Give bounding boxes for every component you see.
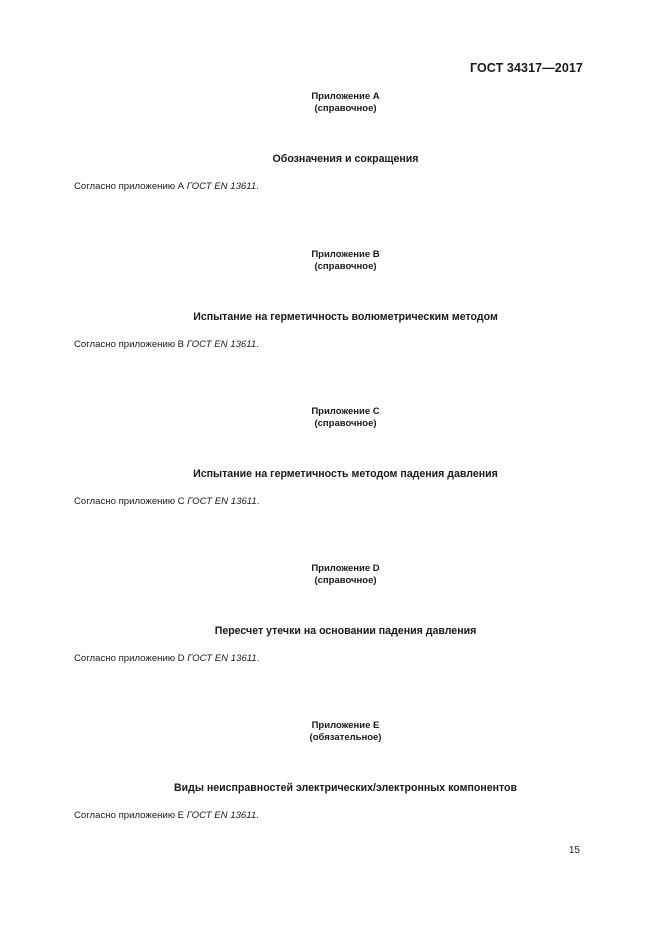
- body-text: Согласно приложению А: [74, 181, 187, 192]
- body-text: Согласно приложению В: [74, 339, 187, 350]
- standard-reference: ГОСТ EN 13611: [186, 181, 257, 192]
- page-number: 15: [568, 845, 580, 856]
- appendix-label: Приложение А: [311, 91, 380, 102]
- appendix-b: [74, 249, 587, 350]
- appendix-title: Виды неисправностей электрических/электронных компонентов: [173, 782, 518, 794]
- appendix-d: [74, 563, 587, 664]
- appendix-a: [74, 91, 587, 192]
- appendix-title: Обозначения и сокращения: [272, 153, 419, 165]
- appendix-body: [74, 339, 587, 350]
- appendix-status: (обязательное): [309, 732, 382, 743]
- appendix-label: Приложение Е: [311, 720, 380, 731]
- standard-reference: ГОСТ EN 13611: [187, 653, 257, 664]
- appendix-e: [74, 720, 587, 821]
- appendix-status: (справочное): [314, 418, 377, 429]
- appendix-label: Приложение В: [311, 249, 380, 260]
- appendix-body: [74, 810, 587, 821]
- appendix-body: [74, 181, 587, 192]
- body-suffix: .: [256, 496, 260, 507]
- body-text: Согласно приложению С: [74, 496, 188, 507]
- appendix-c: [74, 406, 587, 507]
- document-code: ГОСТ 34317—2017: [469, 61, 583, 75]
- body-suffix: .: [256, 339, 259, 350]
- appendix-status: (справочное): [314, 103, 377, 114]
- appendix-title: Пересчет утечки на основании падения давления: [214, 625, 477, 637]
- standard-reference: ГОСТ EN 13611: [186, 810, 257, 821]
- appendix-title: Испытание на герметичность методом падения давления: [193, 468, 498, 480]
- standard-reference: ГОСТ EN 13611: [186, 339, 257, 350]
- appendix-label: Приложение С: [311, 406, 380, 417]
- body-suffix: .: [256, 653, 260, 664]
- body-text: Согласно приложению Е: [74, 810, 187, 821]
- standard-reference: ГОСТ EN 13611: [187, 496, 257, 507]
- appendix-body: [74, 496, 587, 507]
- body-suffix: .: [256, 181, 259, 192]
- appendix-status: (справочное): [314, 261, 377, 272]
- appendix-title: Испытание на герметичность волюметрическим методом: [193, 311, 498, 323]
- body-text: Согласно приложению D: [74, 653, 188, 664]
- appendix-label: Приложение D: [311, 563, 380, 574]
- body-suffix: .: [256, 810, 259, 821]
- appendix-status: (справочное): [314, 575, 377, 586]
- appendix-body: [74, 653, 587, 664]
